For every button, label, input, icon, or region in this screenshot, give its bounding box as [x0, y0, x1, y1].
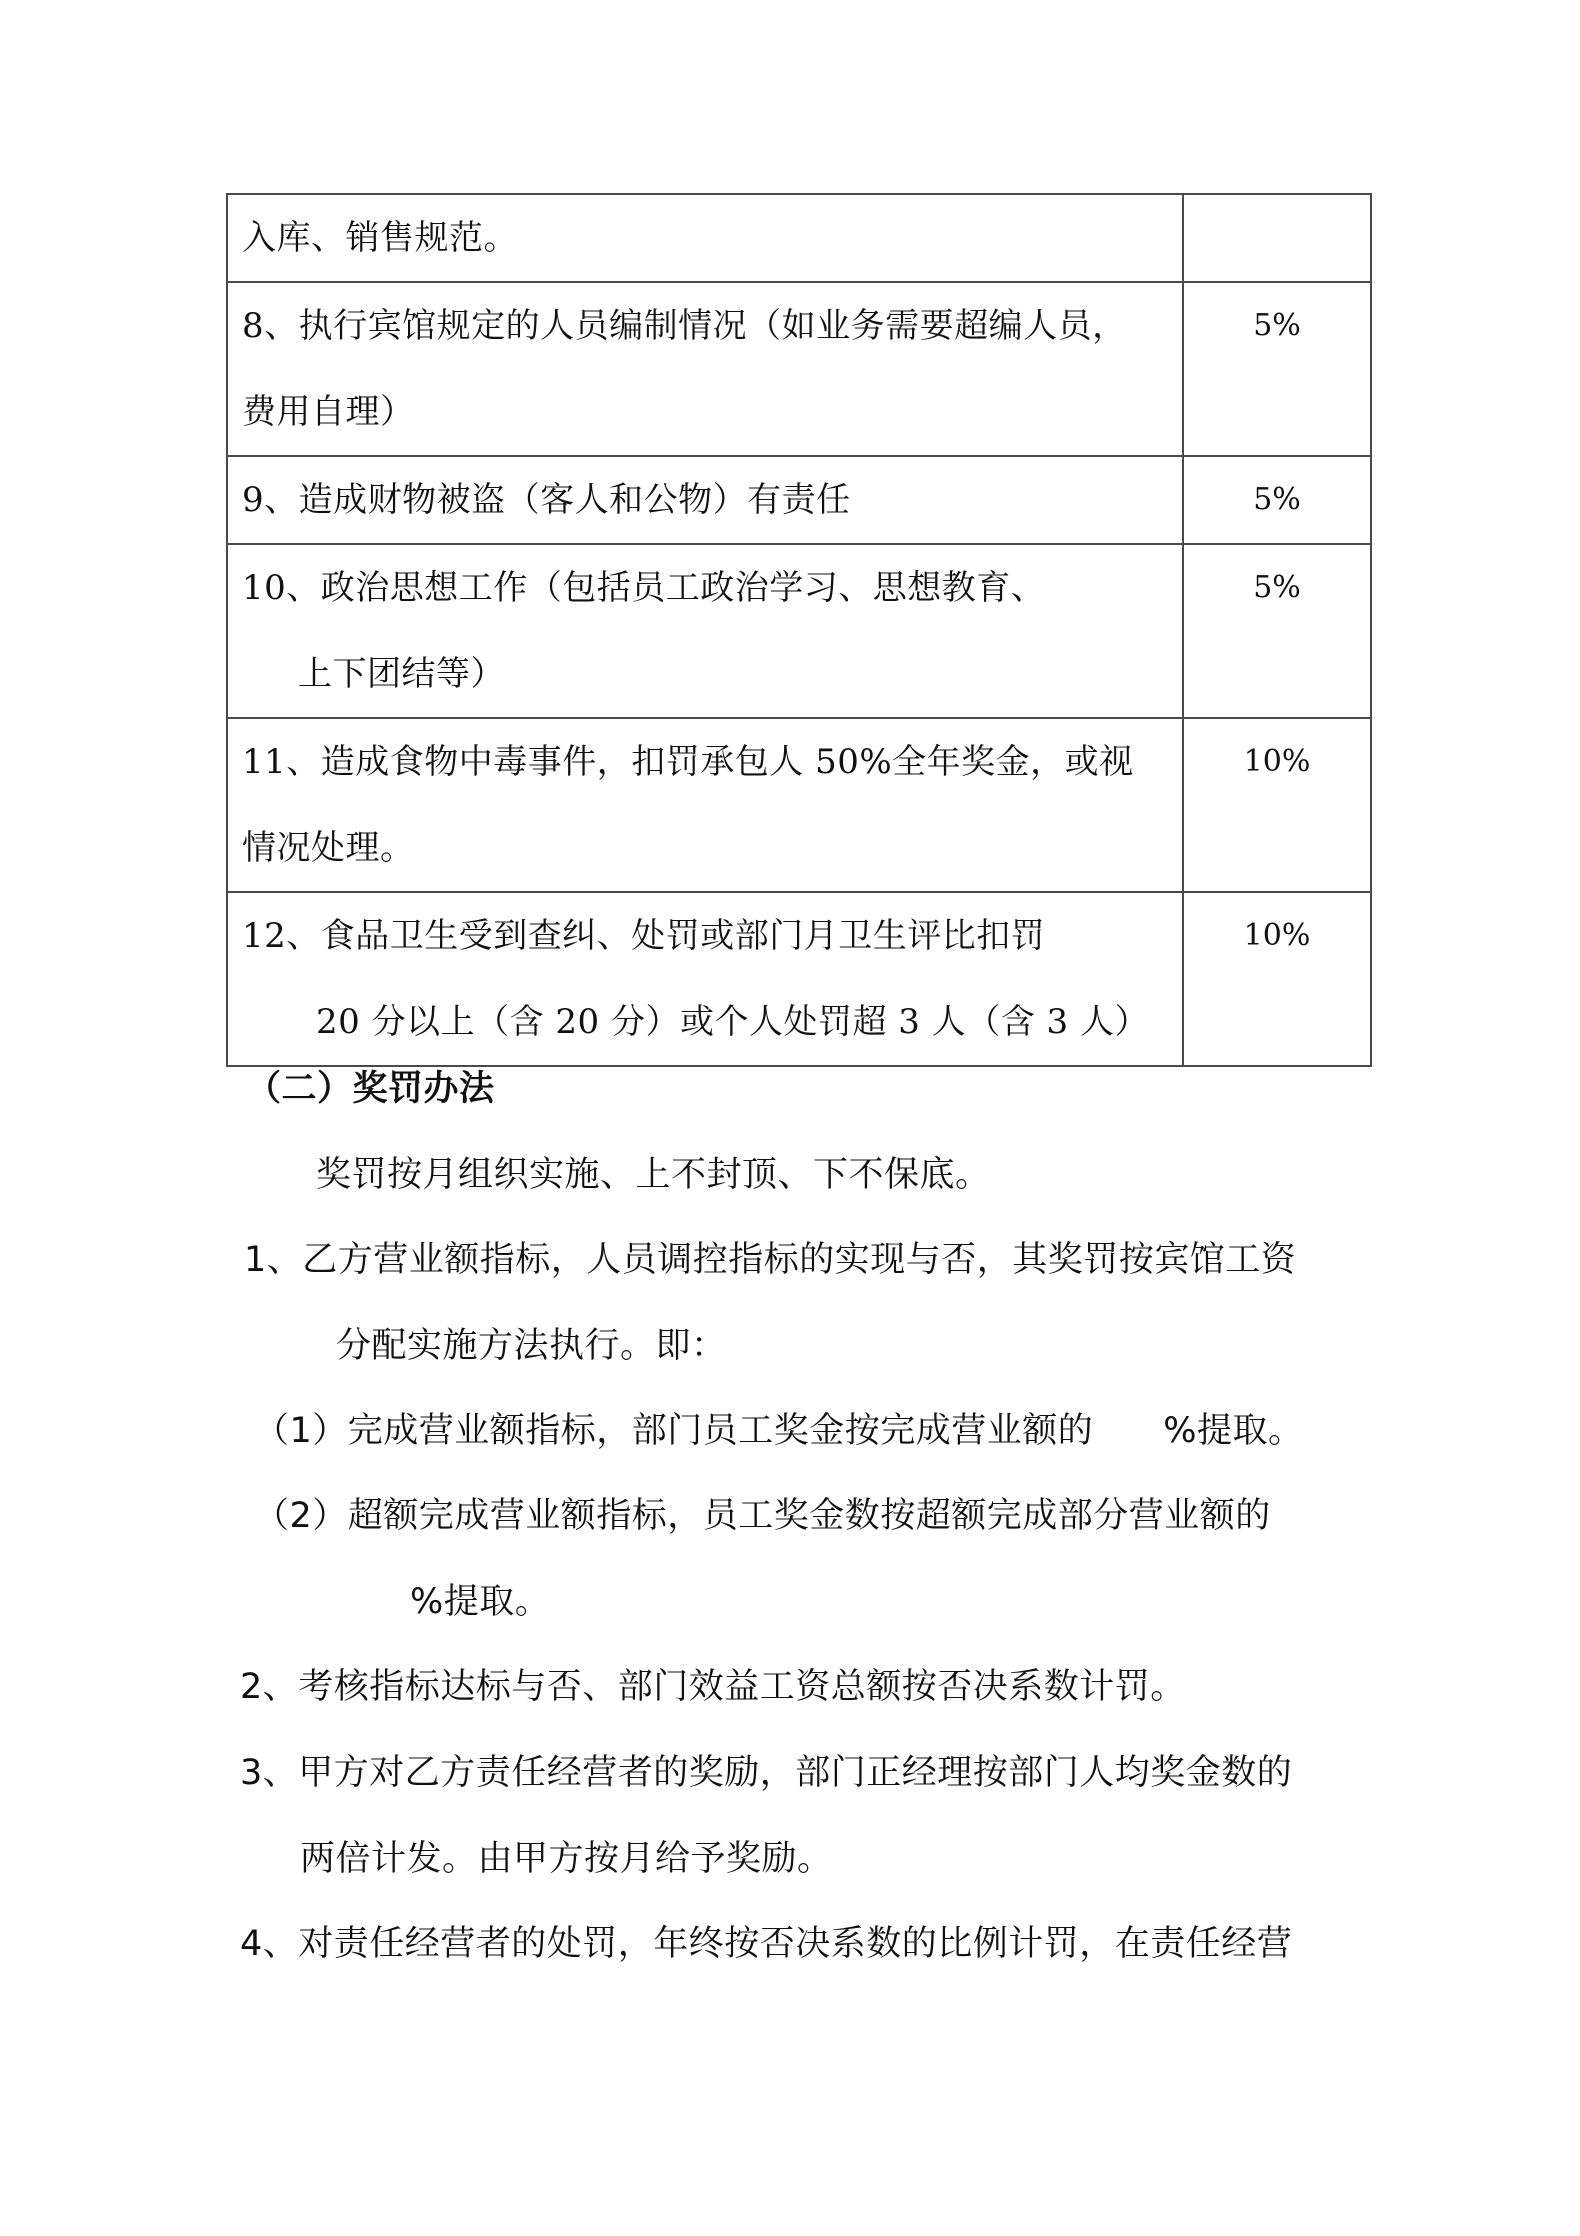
sub-item-1: [254, 1406, 1304, 1456]
list-item-3: 3、甲方对乙方责任经营者的奖励，部门正经理按部门人均奖金数的: [240, 1753, 1293, 1793]
table-row: [227, 282, 1371, 456]
item-text-continued: 20 分以上（含 20 分）或个人处罚超 3 人（含 3 人）: [316, 1002, 1149, 1042]
table-row: [227, 456, 1371, 544]
list-item-1-continued: 分配实施方法执行。即：: [336, 1326, 727, 1366]
percent-cell: [1183, 282, 1371, 456]
list-item-2: 2、考核指标达标与否、部门效益工资总额按否决系数计罚。: [240, 1667, 1186, 1707]
sub-item-1-suffix: %提取。: [1163, 1411, 1304, 1451]
table-row: [227, 194, 1371, 282]
table-row: [227, 544, 1371, 718]
section-heading: （二）奖罚办法: [246, 1069, 495, 1109]
percent-cell: [1183, 718, 1371, 892]
percent-cell: [1183, 892, 1371, 1066]
list-item-1: 1、乙方营业额指标，人员调控指标的实现与否，其奖罚按宾馆工资: [244, 1240, 1297, 1280]
item-cell: [227, 282, 1183, 456]
percent-value: 5%: [1253, 570, 1301, 605]
percent-value: 10%: [1243, 744, 1311, 779]
table-row: [227, 718, 1371, 892]
percent-cell: [1183, 456, 1371, 544]
item-text-continued: 情况处理。: [242, 828, 415, 868]
sub-item-2: （2）超额完成营业额指标，员工奖金数按超额完成部分营业额的: [254, 1496, 1271, 1536]
item-text: 11、造成食物中毒事件，扣罚承包人 50%全年奖金，或视: [242, 742, 1134, 782]
percent-value: 5%: [1253, 482, 1301, 517]
list-item-3-continued: 两倍计发。由甲方按月给予奖励。: [300, 1839, 833, 1879]
item-cell: [227, 456, 1183, 544]
item-text: 8、执行宾馆规定的人员编制情况（如业务需要超编人员，: [242, 306, 1127, 346]
percent-value: 5%: [1253, 308, 1301, 343]
list-item-4: 4、对责任经营者的处罚，年终按否决系数的比例计罚，在责任经营: [240, 1924, 1293, 1964]
percent-cell: [1183, 194, 1371, 282]
sub-item-1-text: （1）完成营业额指标，部门员工奖金按完成营业额的: [254, 1411, 1094, 1451]
table-row: [227, 892, 1371, 1066]
item-cell: [227, 892, 1183, 1066]
percent-cell: [1183, 544, 1371, 718]
item-text: 10、政治思想工作（包括员工政治学习、思想教育、: [242, 568, 1046, 608]
section-intro: 奖罚按月组织实施、上不封顶、下不保底。: [316, 1155, 991, 1195]
item-text-continued: 费用自理）: [242, 392, 415, 432]
item-cell: [227, 544, 1183, 718]
assessment-table: [226, 193, 1372, 1067]
item-text-continued: 上下团结等）: [298, 654, 505, 694]
item-text: 12、食品卫生受到查纠、处罚或部门月卫生评比扣罚: [242, 916, 1046, 956]
sub-item-2-continued: %提取。: [410, 1582, 551, 1622]
item-cell: [227, 718, 1183, 892]
item-cell: [227, 194, 1183, 282]
item-text: 入库、销售规范。: [242, 218, 518, 258]
item-text: 9、造成财物被盗（客人和公物）有责任: [242, 480, 851, 520]
percent-value: 10%: [1243, 918, 1311, 953]
